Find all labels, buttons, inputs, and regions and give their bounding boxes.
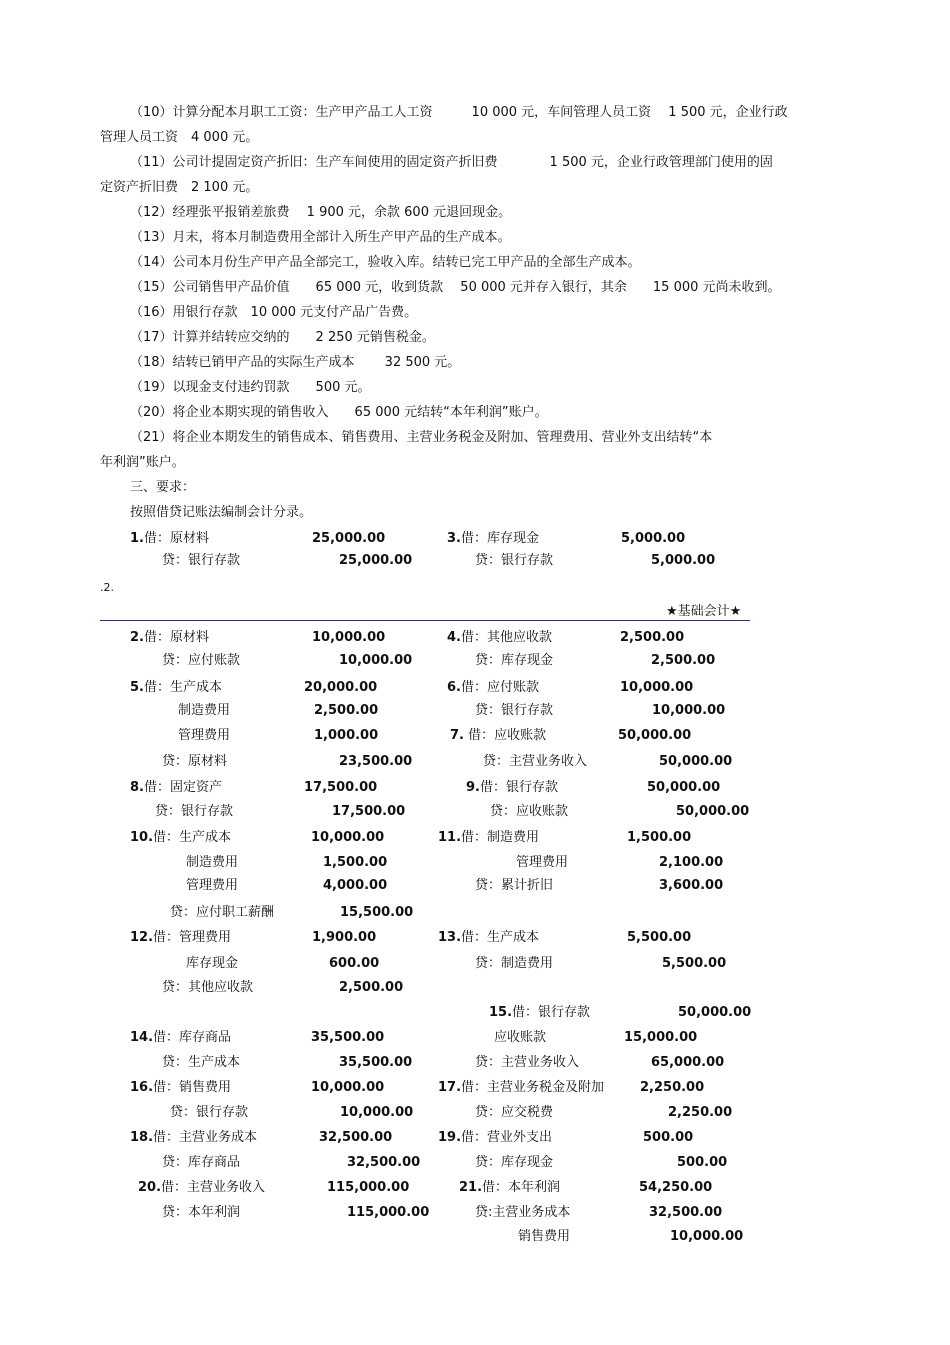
entry-account: 贷：银行存款 xyxy=(475,703,554,718)
entry-account: 贷：库存现金 xyxy=(475,653,554,668)
entry-account: 借：主营业务税金及附加 xyxy=(461,1080,605,1095)
entry-label-e9a xyxy=(466,779,558,797)
entry-account: 借：固定资产 xyxy=(143,780,222,795)
entry-label-e20b xyxy=(162,1204,240,1222)
entry-label-e3b xyxy=(475,552,553,570)
entry-label-e18a xyxy=(130,1129,257,1147)
entry-number: 16. xyxy=(130,1080,154,1095)
entry-label-e19b xyxy=(475,1154,553,1172)
entry-number: 8. xyxy=(130,780,144,795)
entry-account: 贷：主营业务收入 xyxy=(475,1055,580,1070)
entry-account: 贷：银行存款 xyxy=(155,804,234,819)
entry-account: 贷：应收账款 xyxy=(490,804,569,819)
entry-amount-e15b: 15,000.00 xyxy=(624,1030,698,1045)
entry-account: 制造费用 xyxy=(178,703,231,718)
entry-label-e4b xyxy=(475,652,553,670)
entry-label-e17a xyxy=(438,1079,604,1097)
entry-account: 贷：库存现金 xyxy=(475,1155,554,1170)
entry-label-e11a xyxy=(438,829,539,847)
problem-line-p21a: （21）将企业本期发生的销售成本、销售费用、主营业务税金及附加、管理费用、营业外支出结转“本 xyxy=(130,430,713,445)
page-number: .2. xyxy=(100,581,114,594)
entry-amount-e12b: 600.00 xyxy=(329,956,380,971)
entry-account: 借：本年利润 xyxy=(482,1180,561,1195)
entry-label-e1a xyxy=(130,530,209,548)
entry-account: 借：销售费用 xyxy=(153,1080,232,1095)
entry-amount-e9a: 50,000.00 xyxy=(647,780,721,795)
entry-account: 贷：库存商品 xyxy=(162,1155,241,1170)
entry-number: 15. xyxy=(489,1005,513,1020)
entry-account: 贷：银行存款 xyxy=(475,553,554,568)
entry-amount-e5d: 23,500.00 xyxy=(339,754,413,769)
entry-label-e10a xyxy=(130,829,231,847)
entry-number: 10. xyxy=(130,830,154,845)
entry-account: 贷：银行存款 xyxy=(162,553,241,568)
entry-account: 管理费用 xyxy=(516,855,569,870)
entry-account: 管理费用 xyxy=(186,878,239,893)
entry-amount-e10d: 15,500.00 xyxy=(340,905,414,920)
entry-label-e2b xyxy=(162,652,240,670)
entry-label-e9b xyxy=(490,803,568,821)
entry-account: 借：库存现金 xyxy=(460,531,539,546)
entry-label-e21a xyxy=(459,1179,560,1197)
entry-number: 17. xyxy=(438,1080,462,1095)
entry-label-e10d xyxy=(170,904,274,922)
entry-account: 借：制造费用 xyxy=(461,830,540,845)
entry-label-e21c xyxy=(518,1228,570,1246)
entry-amount-e4b: 2,500.00 xyxy=(651,653,716,668)
entry-amount-e12a: 1,900.00 xyxy=(312,930,377,945)
problem-line-req: 三、要求： xyxy=(130,480,196,495)
entry-label-e16a xyxy=(130,1079,231,1097)
problem-line-p17: （17）计算并结转应交纳的 2 250 元销售税金。 xyxy=(130,330,435,345)
entry-account: 贷：累计折旧 xyxy=(475,878,554,893)
problem-line-p10b: 管理人员工资 4 000 元。 xyxy=(100,130,259,145)
entry-amount-e7a: 50,000.00 xyxy=(618,728,692,743)
entry-account: 借：银行存款 xyxy=(512,1005,591,1020)
entry-account: 借：生产成本 xyxy=(461,930,540,945)
entry-amount-e3a: 5,000.00 xyxy=(621,531,686,546)
problem-line-p16: （16）用银行存款 10 000 元支付产品广告费。 xyxy=(130,305,418,320)
entry-label-e11c xyxy=(475,877,553,895)
entry-label-e14b xyxy=(162,1054,240,1072)
problem-line-p15: （15）公司销售甲产品价值 65 000 元，收到货款 50 000 元并存入银行，其余 15 000 元尚未收到。 xyxy=(130,280,781,295)
entry-number: 20. xyxy=(138,1180,162,1195)
entry-amount-e1b: 25,000.00 xyxy=(339,553,413,568)
entry-amount-e15a: 50,000.00 xyxy=(678,1005,752,1020)
entry-label-e15a xyxy=(489,1004,590,1022)
entry-number: 21. xyxy=(459,1180,483,1195)
entry-number: 14. xyxy=(130,1030,154,1045)
problem-line-p13: （13）月末，将本月制造费用全部计入所生产甲产品的生产成本。 xyxy=(130,230,511,245)
problem-line-p11b: 定资产折旧费 2 100 元。 xyxy=(100,180,259,195)
entry-amount-e9b: 50,000.00 xyxy=(676,804,750,819)
header-rule xyxy=(100,620,750,621)
problem-line-p12: （12）经理张平报销差旅费 1 900 元，余款 600 元退回现金。 xyxy=(130,205,512,220)
entry-amount-e18a: 32,500.00 xyxy=(319,1130,393,1145)
entry-amount-e13a: 5,500.00 xyxy=(627,930,692,945)
entry-account: 贷：应付账款 xyxy=(162,653,241,668)
entry-account: 借：应收账款 xyxy=(463,728,547,743)
entry-amount-e19a: 500.00 xyxy=(643,1130,694,1145)
entry-account: 借：原材料 xyxy=(143,630,209,645)
entry-label-e19a xyxy=(438,1129,552,1147)
entry-label-e6b xyxy=(475,702,553,720)
entry-amount-e11b: 2,100.00 xyxy=(659,855,724,870)
entry-label-e7b xyxy=(483,753,587,771)
entry-number: 6. xyxy=(447,680,461,695)
entry-label-e15c xyxy=(475,1054,579,1072)
entry-amount-e14b: 35,500.00 xyxy=(339,1055,413,1070)
entry-account: 贷：原材料 xyxy=(162,754,228,769)
entry-amount-e8a: 17,500.00 xyxy=(304,780,378,795)
entry-account: 贷：应交税费 xyxy=(475,1105,554,1120)
entry-amount-e12c: 2,500.00 xyxy=(339,980,404,995)
problem-line-p20: （20）将企业本期实现的销售收入 65 000 元结转“本年利润”账户。 xyxy=(130,405,548,420)
entry-account: 借：生产成本 xyxy=(153,830,232,845)
entry-account: 贷：本年利润 xyxy=(162,1205,241,1220)
problem-line-p21b: 年利润”账户。 xyxy=(100,455,185,470)
entry-label-e8a xyxy=(130,779,222,797)
entry-label-e3a xyxy=(447,530,539,548)
entry-number: 9. xyxy=(466,780,480,795)
entry-account: 借：主营业务成本 xyxy=(153,1130,258,1145)
entry-amount-e17b: 2,250.00 xyxy=(668,1105,733,1120)
entry-amount-e13b: 5,500.00 xyxy=(662,956,727,971)
entry-label-e7a xyxy=(450,727,546,745)
entry-account: 应收账款 xyxy=(494,1030,547,1045)
entry-amount-e10a: 10,000.00 xyxy=(311,830,385,845)
entry-number: 4. xyxy=(447,630,461,645)
entry-number: 3. xyxy=(447,531,461,546)
entry-amount-e15c: 65,000.00 xyxy=(651,1055,725,1070)
entry-account: 贷：银行存款 xyxy=(170,1105,249,1120)
entry-amount-e2b: 10,000.00 xyxy=(339,653,413,668)
entry-label-e5c xyxy=(178,727,230,745)
entry-account: 贷：其他应收款 xyxy=(162,980,254,995)
entry-label-e20a xyxy=(138,1179,265,1197)
entry-amount-e2a: 10,000.00 xyxy=(312,630,386,645)
entry-account: 贷:主营业务成本 xyxy=(475,1205,571,1220)
entry-label-e12a xyxy=(130,929,231,947)
entry-amount-e16b: 10,000.00 xyxy=(340,1105,414,1120)
entry-label-e14a xyxy=(130,1029,231,1047)
entry-account: 制造费用 xyxy=(186,855,239,870)
entry-account: 管理费用 xyxy=(178,728,231,743)
entry-amount-e8b: 17,500.00 xyxy=(332,804,406,819)
entry-amount-e21a: 54,250.00 xyxy=(639,1180,713,1195)
entry-number: 19. xyxy=(438,1130,462,1145)
problem-line-method: 按照借贷记账法编制会计分录。 xyxy=(130,505,313,520)
entry-amount-e19b: 500.00 xyxy=(677,1155,728,1170)
entry-number: 5. xyxy=(130,680,144,695)
entry-amount-e3b: 5,000.00 xyxy=(651,553,716,568)
entry-amount-e5b: 2,500.00 xyxy=(314,703,379,718)
problem-line-p14: （14）公司本月份生产甲产品全部完工，验收入库。结转已完工甲产品的全部生产成本。 xyxy=(130,255,641,270)
problem-line-p18: （18）结转已销甲产品的实际生产成本 32 500 元。 xyxy=(130,355,461,370)
entry-account: 借：银行存款 xyxy=(479,780,558,795)
entry-label-e1b xyxy=(162,552,240,570)
entry-number: 12. xyxy=(130,930,154,945)
entry-label-e15b xyxy=(494,1029,546,1047)
entry-account: 借：主营业务收入 xyxy=(161,1180,266,1195)
entry-amount-e11c: 3,600.00 xyxy=(659,878,724,893)
entry-label-e8b xyxy=(155,803,233,821)
entry-amount-e10b: 1,500.00 xyxy=(323,855,388,870)
entry-account: 贷：生产成本 xyxy=(162,1055,241,1070)
entry-account: 借：库存商品 xyxy=(153,1030,232,1045)
problem-line-p10a: （10）计算分配本月职工工资：生产甲产品工人工资 10 000 元，车间管理人员工资 1 500 元，企业行政 xyxy=(130,105,788,120)
entry-account: 借：原材料 xyxy=(143,531,209,546)
entry-number: 2. xyxy=(130,630,144,645)
entry-amount-e1a: 25,000.00 xyxy=(312,531,386,546)
entry-amount-e7b: 50,000.00 xyxy=(659,754,733,769)
header-note: ★基础会计★ xyxy=(666,604,742,619)
entry-label-e2a xyxy=(130,629,209,647)
entry-label-e6a xyxy=(447,679,539,697)
entry-amount-e18b: 32,500.00 xyxy=(347,1155,421,1170)
entry-label-e17b xyxy=(475,1104,553,1122)
entry-number: 13. xyxy=(438,930,462,945)
entry-label-e13b xyxy=(475,955,553,973)
entry-number: 1. xyxy=(130,531,144,546)
entry-amount-e11a: 1,500.00 xyxy=(627,830,692,845)
entry-label-e10b xyxy=(186,854,238,872)
entry-number: 11. xyxy=(438,830,462,845)
entry-amount-e6a: 10,000.00 xyxy=(620,680,694,695)
entry-number: 18. xyxy=(130,1130,154,1145)
entry-label-e18b xyxy=(162,1154,240,1172)
entry-label-e11b xyxy=(516,854,568,872)
entry-label-e10c xyxy=(186,877,238,895)
entry-account: 贷：主营业务收入 xyxy=(483,754,588,769)
entry-amount-e20b: 115,000.00 xyxy=(347,1205,430,1220)
entry-label-e21b xyxy=(475,1204,570,1222)
entry-label-e16b xyxy=(170,1104,248,1122)
problem-line-p11a: （11）公司计提固定资产折旧：生产车间使用的固定资产折旧费 1 500 元，企业行政管理部门使用的固 xyxy=(130,155,773,170)
entry-amount-e5c: 1,000.00 xyxy=(314,728,379,743)
entry-amount-e10c: 4,000.00 xyxy=(323,878,388,893)
entry-account: 借：其他应收款 xyxy=(460,630,552,645)
problem-line-p19: （19）以现金支付违约罚款 500 元。 xyxy=(130,380,371,395)
entry-label-e4a xyxy=(447,629,552,647)
entry-account: 借：营业外支出 xyxy=(461,1130,553,1145)
entry-label-e5a xyxy=(130,679,222,697)
entry-number: 7. xyxy=(450,728,464,743)
entry-account: 借：管理费用 xyxy=(153,930,232,945)
entry-amount-e17a: 2,250.00 xyxy=(640,1080,705,1095)
entry-label-e13a xyxy=(438,929,539,947)
entry-label-e12c xyxy=(162,979,253,997)
entry-amount-e20a: 115,000.00 xyxy=(327,1180,410,1195)
entry-account: 贷：制造费用 xyxy=(475,956,554,971)
entry-amount-e4a: 2,500.00 xyxy=(620,630,685,645)
entry-amount-e5a: 20,000.00 xyxy=(304,680,378,695)
entry-account: 借：生产成本 xyxy=(143,680,222,695)
entry-label-e5d xyxy=(162,753,227,771)
entry-amount-e21b: 32,500.00 xyxy=(649,1205,723,1220)
entry-amount-e21c: 10,000.00 xyxy=(670,1229,744,1244)
entry-label-e12b xyxy=(186,955,238,973)
entry-amount-e14a: 35,500.00 xyxy=(311,1030,385,1045)
entry-account: 贷：应付职工薪酬 xyxy=(170,905,275,920)
entry-account: 库存现金 xyxy=(186,956,239,971)
entry-amount-e6b: 10,000.00 xyxy=(652,703,726,718)
entry-account: 销售费用 xyxy=(518,1229,571,1244)
entry-account: 借：应付账款 xyxy=(460,680,539,695)
entry-amount-e16a: 10,000.00 xyxy=(311,1080,385,1095)
entry-label-e5b xyxy=(178,702,230,720)
